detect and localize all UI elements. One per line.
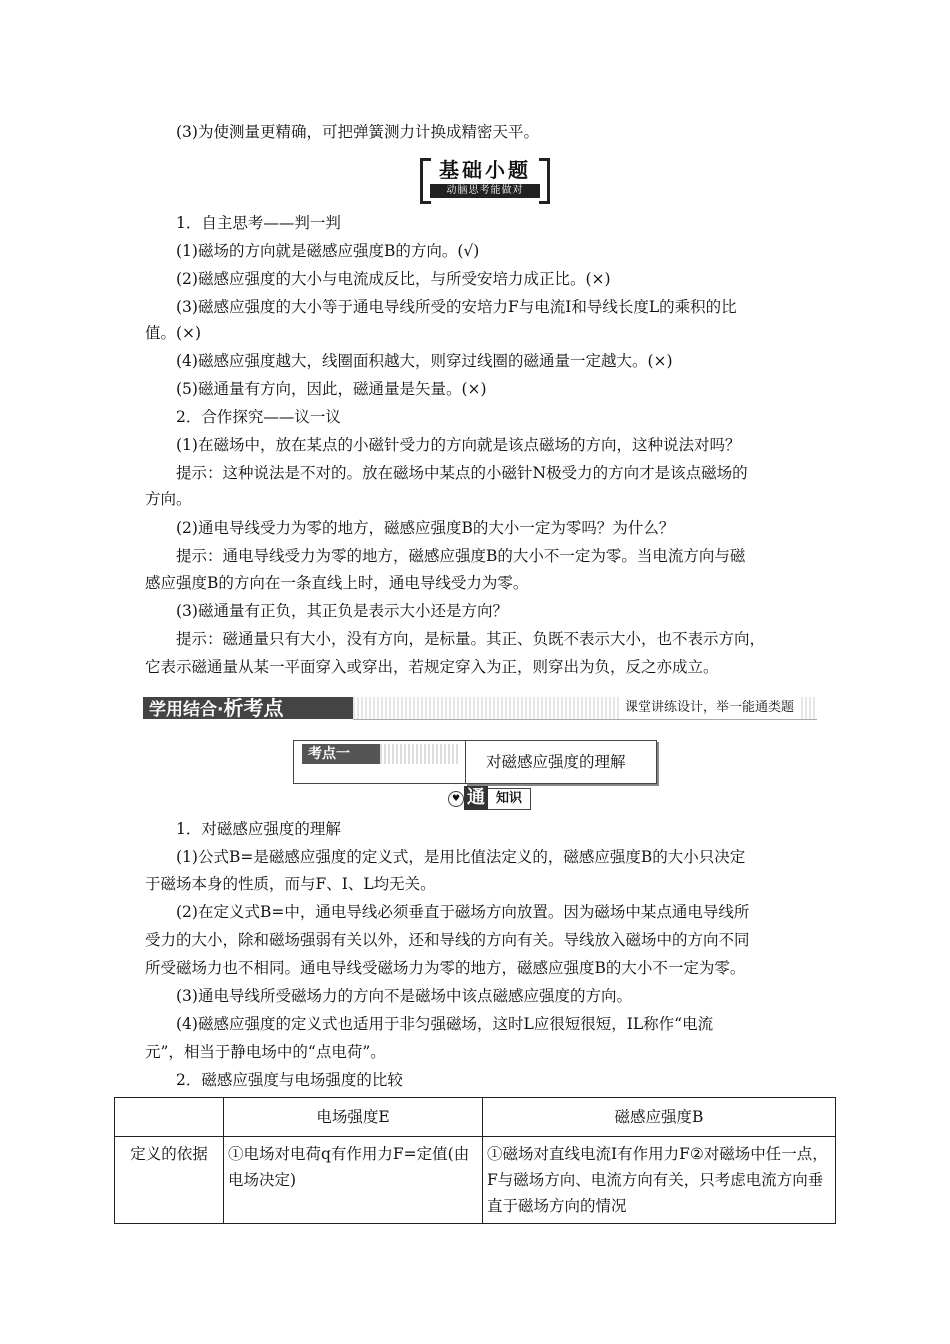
heart-icon: ♥ <box>448 791 464 807</box>
table-cell: ①磁场对直线电流I有作用力F②对磁场中任一点，F与磁场方向、电流方向有关，只考虑电流方向垂直于磁场方向的情况 <box>483 1137 836 1224</box>
text-line: (3)通电导线所受磁场力的方向不是磁场中该点磁感应强度的方向。 <box>176 987 632 1005</box>
text-line: 元”，相当于静电场中的“点电荷”。 <box>145 1043 386 1061</box>
text-line: (2)通电导线受力为零的地方，磁感应强度B的大小一定为零吗？为什么？ <box>176 519 675 537</box>
text-line: (5)磁通量有方向，因此，磁通量是矢量。(×) <box>176 380 487 398</box>
text-line: (1)公式B=是磁感应强度的定义式，是用比值法定义的，磁感应强度B的大小只决定 <box>176 848 746 866</box>
table-header: 磁感应强度B <box>483 1098 836 1137</box>
table-cell: ①电场对电荷q有作用力F=定值(由电场决定) <box>224 1137 483 1224</box>
comparison-table <box>114 1097 836 1224</box>
text-line: 所受磁场力也不相同。通电导线受磁场力为零的地方，磁感应强度B的大小不一定为零。 <box>145 959 746 977</box>
text-line: 提示：磁通量只有大小，没有方向，是标量。其正、负既不表示大小，也不表示方向， <box>176 630 766 648</box>
topic-tag: 考点一 <box>302 744 380 764</box>
table-cell: 定义的依据 <box>115 1137 224 1224</box>
section-badge-basics <box>420 158 550 200</box>
table-header: 电场强度E <box>224 1098 483 1137</box>
text-line: 受力的大小，除和磁场强弱有关以外，还和导线的方向有关。导线放入磁场中的方向不同 <box>145 931 750 949</box>
text-line: 感应强度B的方向在一条直线上时，通电导线受力为零。 <box>145 574 529 592</box>
text-line: (4)磁感应强度越大，线圈面积越大，则穿过线圈的磁通量一定越大。(×) <box>176 352 673 370</box>
text-line: (3)磁通量有正负，其正负是表示大小还是方向？ <box>176 602 508 620</box>
text-line: 提示：这种说法是不对的。放在磁场中某点的小磁针N极受力的方向才是该点磁场的 <box>176 464 748 482</box>
text-line: 2．合作探究——议一议 <box>176 408 341 426</box>
text-line: 2．磁感应强度与电场强度的比较 <box>176 1071 403 1089</box>
text-line: 1．对磁感应强度的理解 <box>176 820 341 838</box>
text-line: 提示：通电导线受力为零的地方，磁感应强度B的大小不一定为零。当电流方向与磁 <box>176 547 746 565</box>
text-line: (1)在磁场中，放在某点的小磁针受力的方向就是该点磁场的方向，这种说法对吗？ <box>176 436 741 454</box>
badge-title: 基础小题 <box>439 158 531 182</box>
table-header-empty <box>115 1098 224 1137</box>
knowledge-tag: ♥ 通 知识 <box>448 786 532 810</box>
text-line: (3)磁感应强度的大小等于通电导线所受的安培力F与电流I和导线长度L的乘积的比 <box>176 298 737 316</box>
badge-subtitle: 动脑思考能做对 <box>430 184 540 198</box>
text-line: (4)磁感应强度的定义式也适用于非匀强磁场，这时L应很短很短，IL称作“电流 <box>176 1015 714 1033</box>
text-line: (3)为使测量更精确，可把弹簧测力计换成精密天平。 <box>176 123 539 141</box>
banner-title: 学用结合·析考点 <box>143 697 353 719</box>
text-line: (1)磁场的方向就是磁感应强度B的方向。(√) <box>176 242 480 260</box>
text-line: 值。(×) <box>145 324 202 342</box>
text-line: 于磁场本身的性质，而与F、I、L均无关。 <box>145 875 436 893</box>
topic-title: 对磁感应强度的理解 <box>486 753 626 771</box>
topic-box <box>293 740 657 784</box>
text-line: 1．自主思考——判一判 <box>176 214 341 232</box>
text-line: 它表示磁通量从某一平面穿入或穿出，若规定穿入为正，则穿出为负，反之亦成立。 <box>145 658 719 676</box>
text-line: (2)磁感应强度的大小与电流成反比，与所受安培力成正比。(×) <box>176 270 611 288</box>
text-line: (2)在定义式B=中，通电导线必须垂直于磁场方向放置。因为磁场中某点通电导线所 <box>176 903 750 921</box>
banner-subtitle: 课堂讲练设计，举一能通类题 <box>619 697 800 719</box>
section-banner <box>143 697 817 719</box>
text-line: 方向。 <box>145 490 192 508</box>
